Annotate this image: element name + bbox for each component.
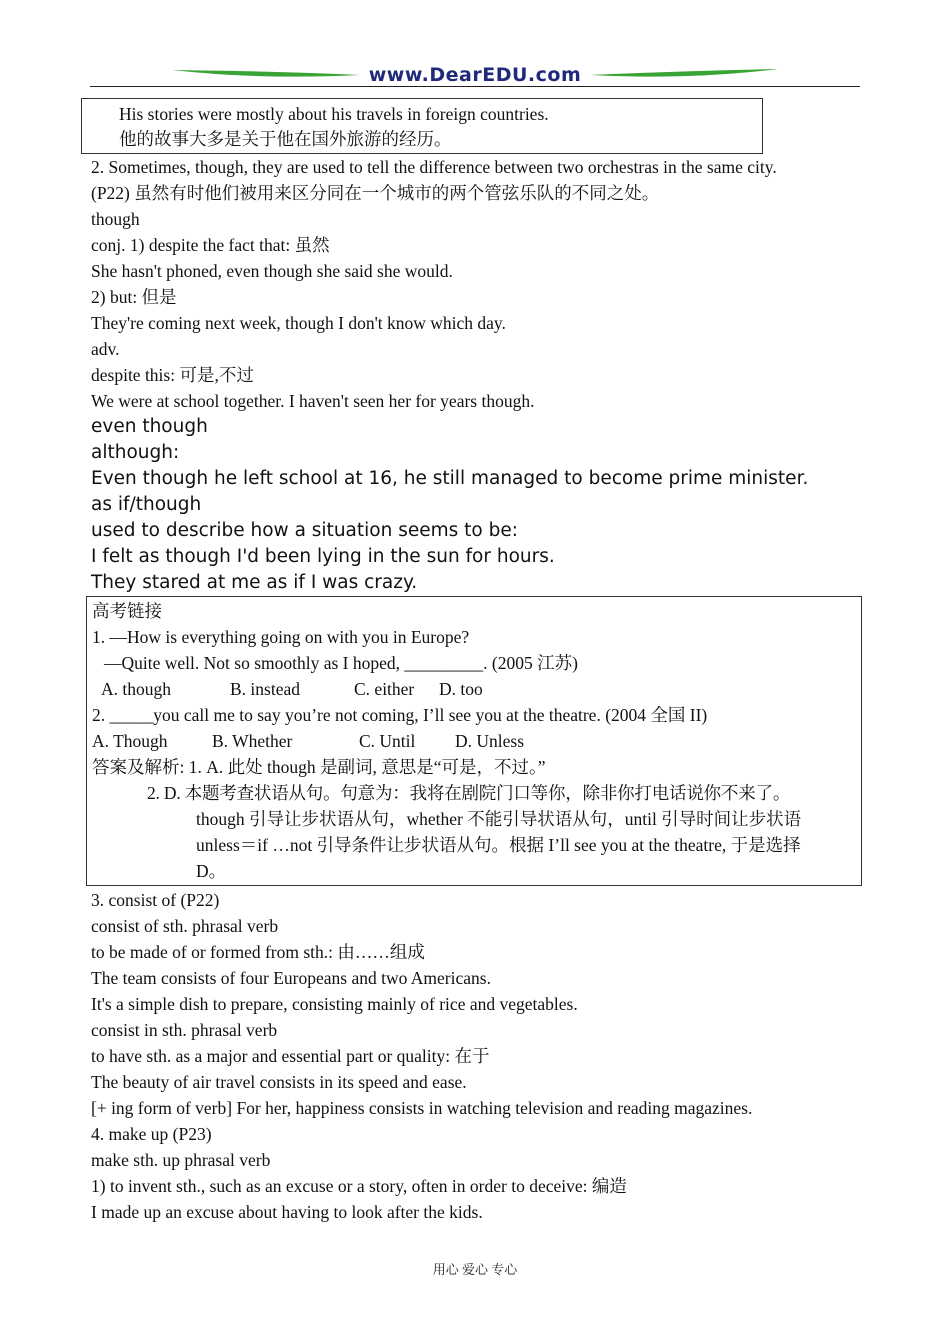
example-box (81, 98, 763, 154)
answer-2-cont: D。 (196, 861, 227, 881)
answer-1: 答案及解析: 1. A. 此处 though 是副词, 意思是“可是，不过。” (92, 757, 546, 777)
text-line: 2. Sometimes, though, they are used to tell the difference between two orchestras in the same city. (91, 157, 777, 177)
text-line: We were at school together. I haven't seen her for years though. (91, 391, 535, 411)
text-line: It's a simple dish to prepare, consisting mainly of rice and vegetables. (91, 994, 578, 1014)
text-line: They stared at me as if I was crazy. (91, 572, 418, 593)
text-line: even though (91, 416, 208, 437)
text-line: She hasn't phoned, even though she said she would. (91, 261, 453, 281)
text-line: [+ ing form of verb] For her, happiness consists in watching television and reading magazines. (91, 1098, 753, 1118)
text-line: They're coming next week, though I don't know which day. (91, 313, 506, 333)
page-header (90, 58, 860, 90)
option-1a: A. though (101, 679, 171, 699)
site-logo-text: www.DearEDU.com (368, 64, 582, 86)
text-line: used to describe how a situation seems to be: (91, 520, 518, 541)
exam-link-box (86, 596, 862, 886)
option-1b: B. instead (230, 679, 300, 699)
exam-box-title: 高考链接 (92, 601, 162, 621)
text-line: 1) to invent sth., such as an excuse or a story, often in order to deceive: 编造 (91, 1176, 627, 1196)
question-1: 1. —How is everything going on with you in Europe? (92, 627, 470, 647)
text-line: 4. make up (P23) (91, 1124, 212, 1144)
text-line: 2) but: 但是 (91, 287, 177, 307)
answer-2-cont: unless＝if …not 引导条件让步状语从句。根据 I’ll see you at the theatre, 于是选择 (196, 835, 801, 855)
text-line: despite this: 可是,不过 (91, 365, 254, 385)
text-line: 3. consist of (P22) (91, 890, 220, 910)
text-line: to have sth. as a major and essential part or quality: 在于 (91, 1046, 490, 1066)
box-chinese-line: 他的故事大多是关于他在国外旅游的经历。 (119, 129, 452, 149)
option-2c: C. Until (359, 731, 416, 751)
option-1c: C. either (354, 679, 415, 699)
answer-2-cont: though 引导让步状语从句，whether 不能引导状语从句，until 引导时间让步状语 (196, 809, 802, 829)
text-line: Even though he left school at 16, he still managed to become prime minister. (91, 468, 809, 489)
text-line: make sth. up phrasal verb (91, 1150, 271, 1170)
text-line: conj. 1) despite the fact that: 虽然 (91, 235, 330, 255)
text-line: consist of sth. phrasal verb (91, 916, 279, 936)
text-line: as if/though (91, 494, 202, 515)
box-english-line: His stories were mostly about his travels in foreign countries. (119, 104, 549, 124)
text-line: The beauty of air travel consists in its speed and ease. (91, 1072, 467, 1092)
text-line: adv. (91, 339, 120, 359)
option-2a: A. Though (92, 731, 168, 751)
option-1d: D. too (439, 679, 483, 699)
question-2: 2. _____you call me to say you’re not coming, I’ll see you at the theatre. (2004 全国 II) (92, 705, 708, 725)
option-2d: D. Unless (455, 731, 525, 751)
text-line: to be made of or formed from sth.: 由……组成 (91, 942, 425, 962)
page-footer: 用心 爱心 专心 (432, 1262, 518, 1277)
text-line: I made up an excuse about having to look after the kids. (91, 1202, 483, 1222)
answer-2: 2. D. 本题考查状语从句。句意为：我将在剧院门口等你，除非你打电话说你不来了。 (147, 783, 791, 803)
text-line: although: (91, 442, 180, 463)
question-1-reply: —Quite well. Not so smoothly as I hoped, _________. (2005 江苏) (104, 653, 578, 673)
text-line: I felt as though I'd been lying in the sun for hours. (91, 546, 555, 567)
text-line: (P22) 虽然有时他们被用来区分同在一个城市的两个管弦乐队的不同之处。 (91, 183, 660, 203)
text-line: consist in sth. phrasal verb (91, 1020, 278, 1040)
text-line: The team consists of four Europeans and two Americans. (91, 968, 491, 988)
header-rule (90, 86, 860, 87)
text-line: though (91, 209, 140, 229)
option-2b: B. Whether (212, 731, 293, 751)
